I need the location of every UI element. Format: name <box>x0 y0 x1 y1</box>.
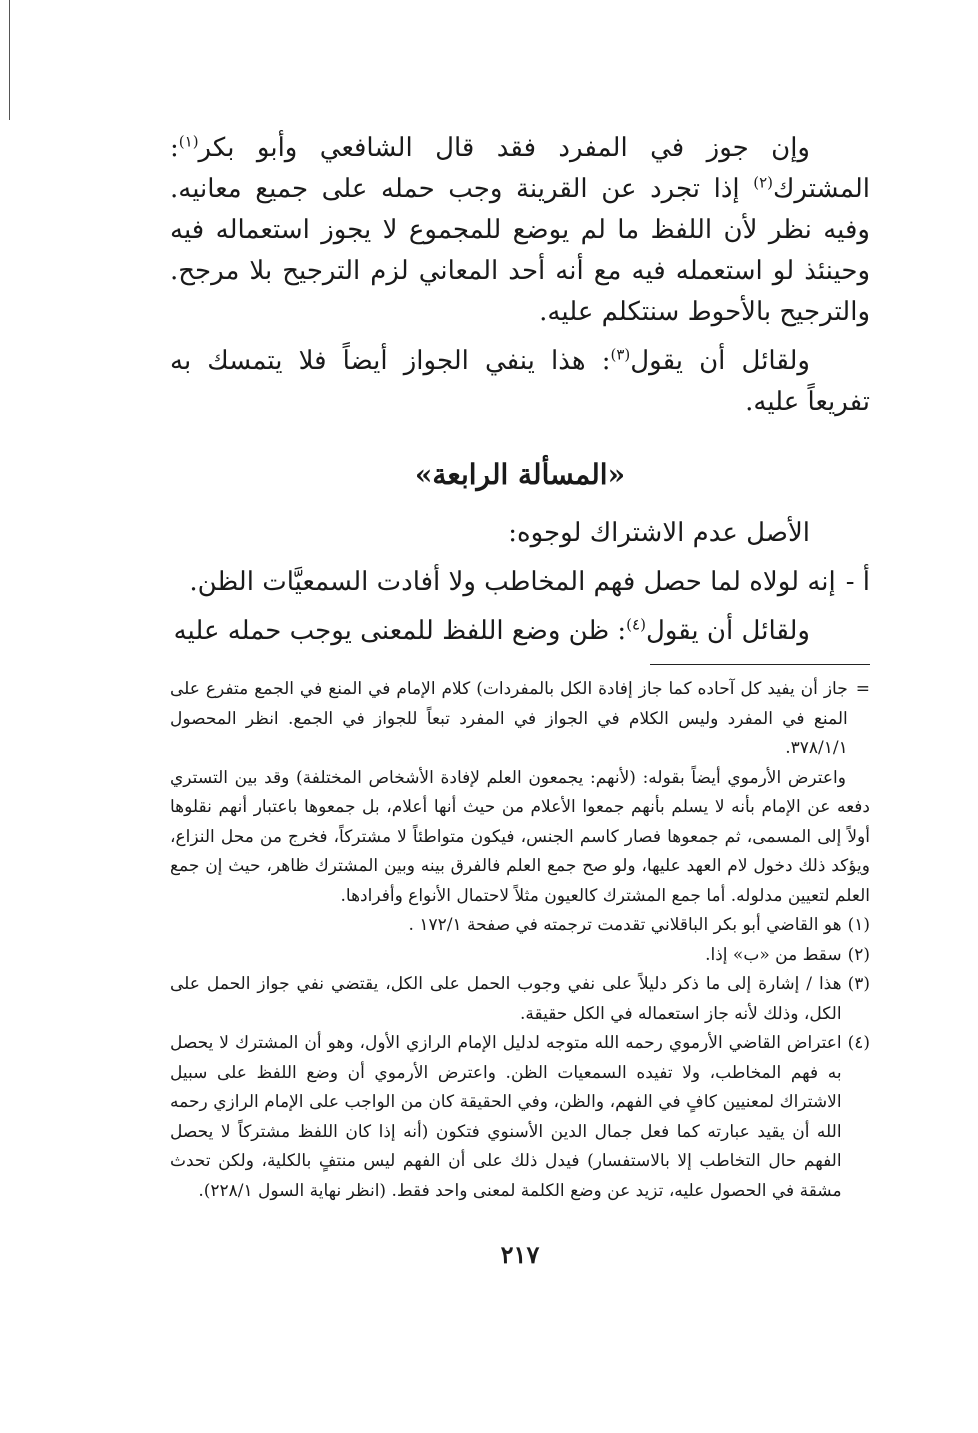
footnote-1 <box>170 911 870 941</box>
continuation-text: جاز أن يفيد كل آحاده كما جاز إفادة الكل بالمفردات) كلام الإمام في المنع في الجمع متفرع على المنع في المفرد وليس الكلام في الجواز في المفرد تبعاً للجواز في الجمع. انظر المحصول ٣٧٨/١/١. <box>170 679 848 758</box>
section-heading: «المسألة الرابعة» <box>414 458 626 491</box>
paragraph-2-part-1: ولقائل أن يقول <box>630 346 810 376</box>
footnotes <box>170 675 870 1206</box>
footnote-ref-3: (٣) <box>610 345 631 364</box>
footnote-continuation <box>170 675 870 764</box>
footnote-1-text: هو القاضي أبو بكر الباقلاني تقدمت ترجمته في صفحة ١٧٢/١ . <box>408 915 842 935</box>
paragraph-1-part-2: : المشترك <box>170 133 870 204</box>
main-text <box>170 128 870 652</box>
footnote-2-number: (٢) <box>847 944 870 965</box>
paragraph-2 <box>170 341 870 423</box>
paragraph-2-part-2: : هذا ينفي الجواز أيضاً فلا يتمسك به تفريعاً عليه. <box>170 346 870 417</box>
list-item-a <box>170 562 870 603</box>
paragraph-3 <box>170 611 870 652</box>
footnote-4 <box>170 1029 870 1206</box>
footnote-ref-1: (١) <box>178 132 199 151</box>
footnote-ref-4: (٤) <box>626 615 646 634</box>
footnote-separator <box>650 664 870 665</box>
paragraph-3-part-1: ولقائل أن يقول <box>645 616 810 646</box>
footnote-3-text: هذا / إشارة إلى ما ذكر دليلاً على نفي وجوب الحمل على الكل، يقتضي نفي جواز الحمل على الكل، وذلك لأنه جاز استعماله في الكل حقيقة. <box>170 974 842 1024</box>
footnote-2 <box>170 941 870 971</box>
footnote-3 <box>170 970 870 1029</box>
continuation-mark: = <box>855 679 870 699</box>
paragraph-3-part-2: : ظن وضع اللفظ للمعنى يوجب حمله عليه <box>173 616 627 646</box>
footnote-ref-2: (٢) <box>753 173 773 192</box>
list-item-a-text: إنه لولاه لما حصل فهم المخاطب ولا أفادت السمعيَّات الظن. <box>189 567 836 597</box>
intro-line: الأصل عدم الاشتراك لوجوه: <box>508 518 810 548</box>
footnote-2-text: سقط من «ب» إذا. <box>705 944 842 965</box>
footnote-4-text: اعتراض القاضي الأرموي رحمه الله متوجه لدليل الإمام الرازي الأول، وهو أن المشترك لا يحصل به فهم المخاطب، ولا تفيده السمعيات الظن. واعترض الأرموي أن وضع اللفظ على سبيل الاشتراك لمعنيين كافٍ في الفهم، والظن، وفي الحقيقة كان من الواجب على الإمام الرازي رحمه الله أن يقيد عبارته كما فعل جمال الدين الأسنوي فتكون (أنه إذا كان اللفظ مشتركاً لا يحصل الفهم حال التخاطب إلا بالاستفسار) فيدل ذلك على أن الفهم ليس منتفٍ بالكلية، ولكن تحدث مشقة في الحصول عليه، تزيد عن وضع الكلمة لمعنى واحد فقط. (انظر نهاية السول ٢٢٨/١). <box>170 1033 842 1201</box>
footnote-1-number: (١) <box>847 915 870 935</box>
footnote-4-number: (٤) <box>847 1033 870 1053</box>
footnote-3-number: (٣) <box>847 974 870 994</box>
page-edge-line <box>9 0 10 120</box>
footnote-continuation-paragraph: واعترض الأرموي أيضاً بقوله: (لأنهم: يجمعون العلم لإفادة الأشخاص المختلفة) وقد بين التستري دفعه عن الإمام بأنه لا يسلم بأنهم جمعوا الأعلام من حيث أنها أعلام، بل جمعوها باعتبار أنهم نقلوها أولاً إلى المسمى، ثم جمعوها فصار كاسم الجنس، فيكون متواطئاً لا مشتركاً، فخرج من محل النزاع، ويؤكد ذلك دخول لام العهد عليها، ولو صح جمع العلم فالفرق بينه وبين المشترك ظاهر، حيث إن جمع العلم لتعيين مدلوله. أما جمع المشترك كالعيون مثلاً لاحتمال الأنواع وأفرادها. <box>170 767 870 906</box>
paragraph-1 <box>170 128 870 333</box>
paragraph-1-part-1: وإن جوز في المفرد فقد قال الشافعي وأبو بكر <box>198 133 810 163</box>
list-item-a-letter: أ - <box>845 567 870 597</box>
paragraph-1-part-3: إذا تجرد عن القرينة وجب حمله على جميع معانيه. وفيه نظر لأن اللفظ ما لم يوضع للمجموع لا يجوز استعماله فيه وحينئذ لو استعمله فيه مع أنه أحد المعاني لزم الترجيح بلا مرجح. والترجيح بالأحوط سنتكلم عليه. <box>170 174 871 327</box>
page-content <box>170 128 870 1269</box>
page-number: ٢١٧ <box>500 1240 540 1269</box>
